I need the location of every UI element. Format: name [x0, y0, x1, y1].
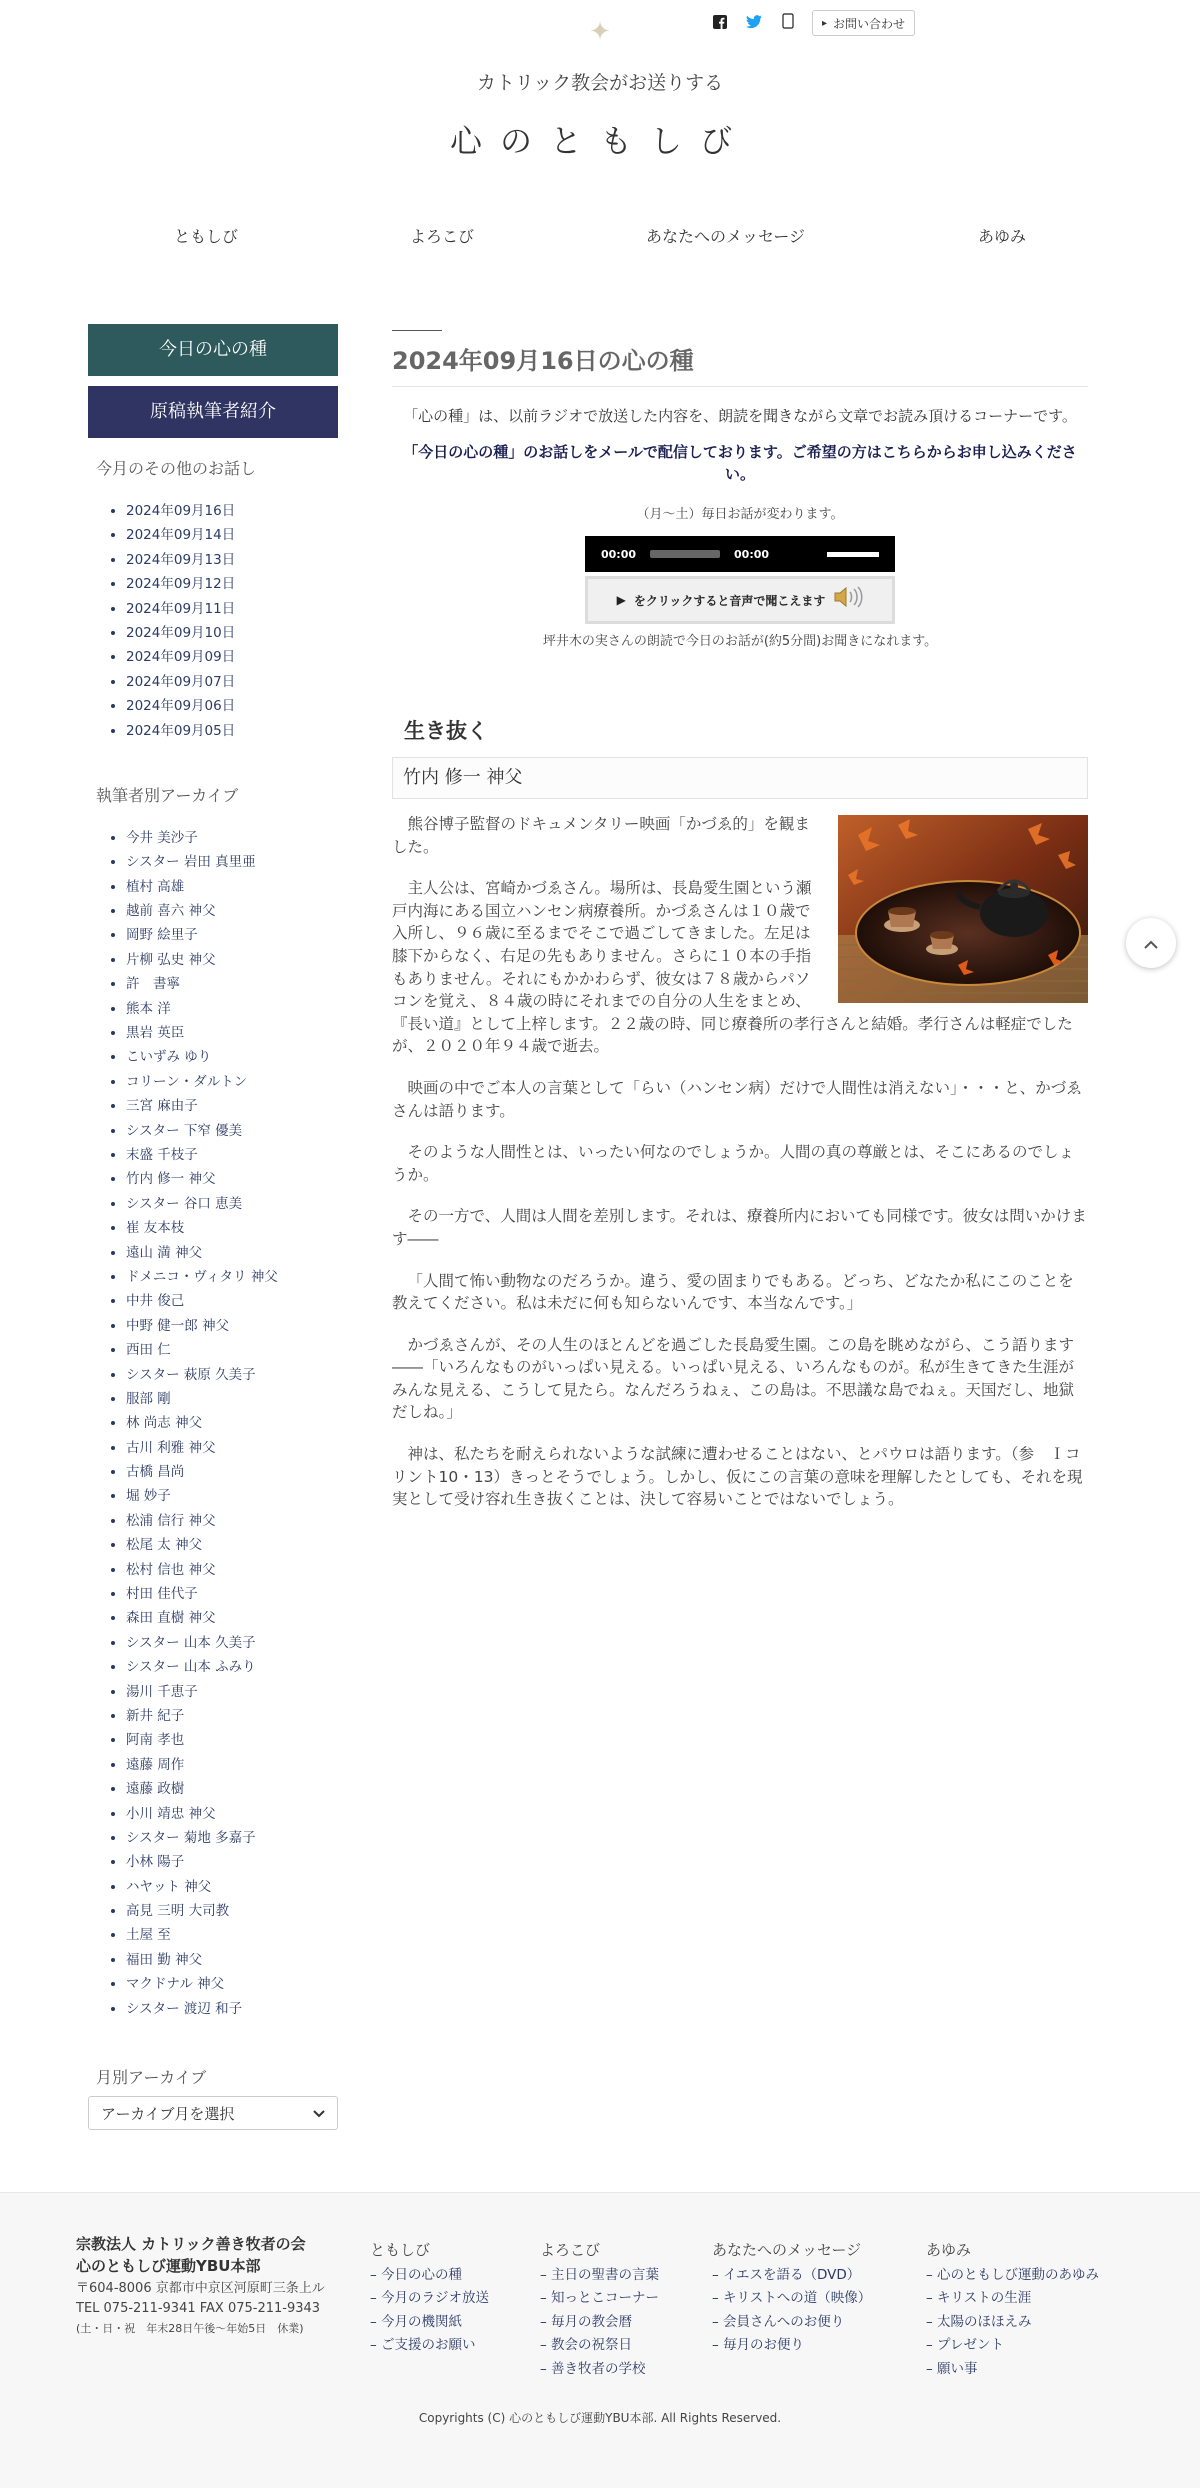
paragraph: 熊谷博子監督のドキュメンタリー映画「かづゑ的」を観ました。 [392, 815, 810, 856]
dash-marker: – [926, 2313, 938, 2330]
footer-link-label: 毎月のお便り [723, 2337, 805, 2354]
footer-link-label: 知っとこコーナー [551, 2290, 660, 2307]
footer-link-label: 教会の祝祭日 [551, 2337, 633, 2354]
author-link[interactable]: • ドメニコ・ヴィタリ 神父 [126, 1265, 338, 1289]
monthly-archive-heading: 月別アーカイブ [96, 2068, 207, 2088]
audio-player[interactable] [585, 536, 895, 572]
date-link[interactable]: • 2024年09月09日 [126, 645, 338, 669]
footer-link[interactable] [712, 2264, 871, 2287]
footer-col-ayumi [926, 2239, 1099, 2381]
author-link[interactable]: • 黒岩 英臣 [126, 1021, 338, 1045]
author-link[interactable]: • 古橋 昌尚 [126, 1460, 338, 1484]
org-subname: 心のともしび運動YBU本部 [76, 2257, 261, 2275]
twitter-icon[interactable] [744, 14, 764, 33]
dash-marker: – [370, 2290, 382, 2307]
footer-link[interactable] [926, 2264, 1099, 2287]
dash-marker: – [370, 2313, 382, 2330]
author-link[interactable]: • 松浦 信行 神父 [126, 1509, 338, 1533]
footer-col-heading[interactable]: よろこび [540, 2241, 601, 2259]
footer-link[interactable] [712, 2287, 871, 2310]
footer-org [76, 2233, 366, 2339]
author-link[interactable]: • シスター 菊地 多嘉子 [126, 1826, 338, 1850]
mail-signup-link[interactable]: 「今日の心の種」のお話しをメールで配信しております。ご希望の方はこちらからお申し込みください。 [403, 443, 1077, 483]
author-link[interactable]: • コリーン・ダルトン [126, 1070, 338, 1094]
footer-link[interactable] [540, 2311, 659, 2334]
footer-link[interactable] [370, 2264, 489, 2287]
author-link[interactable]: • 土屋 至 [126, 1923, 338, 1947]
author-link[interactable]: • 遠山 満 神父 [126, 1241, 338, 1265]
dash-marker: – [712, 2313, 724, 2330]
dash-marker: – [926, 2290, 938, 2307]
nav-yorokobi[interactable]: よろこび [410, 227, 475, 246]
dash-marker: – [540, 2267, 552, 2283]
dash-marker: – [926, 2267, 938, 2283]
footer-link[interactable] [712, 2334, 871, 2357]
author-link[interactable]: • 古川 利雅 神父 [126, 1436, 338, 1460]
author-link[interactable]: • 高見 三明 大司教 [126, 1899, 338, 1923]
author-link[interactable]: • 許 書寧 [126, 972, 338, 996]
date-link[interactable]: • 2024年09月06日 [126, 694, 338, 718]
author-link[interactable]: • 林 尚志 神父 [126, 1411, 338, 1435]
footer-col-heading[interactable]: あなたへのメッセージ [712, 2241, 862, 2259]
dash-marker: – [370, 2267, 382, 2283]
player-volume[interactable] [827, 552, 879, 557]
footer-link[interactable] [926, 2358, 1099, 2381]
date-list [126, 499, 338, 743]
author-link[interactable]: • 今井 美沙子 [126, 826, 338, 850]
author-name: 竹内 修一 神父 [392, 757, 1088, 799]
post-title: 2024年09月16日の心の種 [392, 341, 1088, 387]
author-link[interactable]: • 森田 直樹 神父 [126, 1606, 338, 1630]
footer-link-label: 毎月の教会暦 [551, 2313, 633, 2330]
chevron-right-icon: ▸ [822, 17, 828, 29]
date-link[interactable]: • 2024年09月11日 [126, 597, 338, 621]
paragraph: 神は、私たちを耐えられないような試練に遭わせることはない、とパウロは語ります。（参 Ｉコリント10・13）きっとそうでしょう。しかし、仮にこの言葉の意味を理解したとしても、それを現実として受け容れ生き抜くことは、決して容易いことではないでしょう。 [392, 1445, 1083, 1509]
author-link[interactable]: • 松村 信也 神父 [126, 1558, 338, 1582]
author-link[interactable]: • 村田 佳代子 [126, 1582, 338, 1606]
author-link[interactable]: • 中井 俊己 [126, 1289, 338, 1313]
daily-note: （月〜土）毎日お話が変わります。 [636, 507, 844, 522]
section-title: 生き抜く [404, 719, 488, 743]
author-link[interactable]: • マクドナル 神父 [126, 1972, 338, 1996]
author-link[interactable]: • ハヤット 神父 [126, 1875, 338, 1899]
footer-link-label: 太陽のほほえみ [937, 2313, 1032, 2330]
paragraph: 「人間て怖い動物なのだろうか。違う、愛の固まりでもある。どっち、どなたか私にこのことを教えてください。私は未だに何も知らないんです、本当なんです。」 [392, 1271, 1074, 1313]
intro-text: 「心の種」は、以前ラジオで放送した内容を、朗読を聞きながら文章でお読み頂けるコーナーです。 [403, 407, 1077, 425]
star-icon: ✦ [589, 17, 611, 47]
author-link[interactable]: • 熊本 洋 [126, 997, 338, 1021]
dash-marker: – [926, 2360, 938, 2377]
footer-link-label: 今日の心の種 [381, 2267, 463, 2283]
footer-link-label: 今月の機関紙 [381, 2313, 463, 2330]
paragraph: 主人公は、宮崎かづゑさん。場所は、長島愛生園という瀬戸内海にある国立ハンセン病療養所。かづゑさんは１０歳で入所し、９６歳に至るまでそこで過ごしてきました。左足は膝下からなく、右足の先もありません。さらに１０本の手指もありません。それにもかかわらず、彼女は７８歳からパソコンを覚え、８４歳の時にそれまでの自分の人生をまとめ、『長い道』として上梓します。２２歳の時、同じ療養所の孝行さんと結婚。孝行さんは軽症でしたが、２０２０年９４歳で逝去。 [392, 879, 1073, 1056]
title-rule [392, 330, 442, 331]
speaker-icon [833, 586, 863, 614]
dash-marker: – [540, 2360, 552, 2377]
dash-marker: – [370, 2337, 382, 2354]
author-link[interactable]: • 福田 勤 神父 [126, 1948, 338, 1972]
footer [0, 2192, 1200, 2488]
author-link[interactable]: • 小林 陽子 [126, 1850, 338, 1874]
footer-link-label: ご支援のお願い [381, 2337, 476, 2354]
dash-marker: – [712, 2267, 724, 2283]
footer-link-label: キリストへの道（映像） [723, 2290, 872, 2307]
footer-col-heading[interactable]: ともしび [370, 2241, 431, 2259]
chevron-down-icon [313, 2104, 325, 2122]
author-link[interactable]: • 竹内 修一 神父 [126, 1167, 338, 1191]
footer-col-message [712, 2239, 871, 2358]
dash-marker: – [926, 2337, 938, 2354]
paragraph: そのような人間性とは、いったい何なのでしょうか。人間の真の尊厳とは、そこにあるのでしょうか。 [392, 1143, 1075, 1184]
play-audio-button[interactable] [585, 576, 895, 624]
author-link[interactable]: • 三宮 麻由子 [126, 1094, 338, 1118]
dash-marker: – [712, 2290, 724, 2307]
nav-tomoshibi[interactable]: ともしび [174, 227, 239, 246]
footer-link-label: 願い事 [937, 2360, 978, 2377]
dash-marker: – [540, 2290, 552, 2307]
player-progress[interactable] [650, 550, 720, 558]
footer-link[interactable] [540, 2334, 659, 2357]
footer-link[interactable] [926, 2287, 1099, 2310]
footer-link-label: 善き牧者の学校 [551, 2360, 646, 2377]
tea-set-photo [838, 815, 1088, 1003]
footer-link[interactable] [370, 2311, 489, 2334]
site-title[interactable]: 心のともしび [449, 122, 750, 160]
play-icon: ▶ [616, 593, 626, 607]
social-links [710, 10, 915, 36]
instagram-icon[interactable] [778, 13, 798, 33]
dash-marker: – [540, 2313, 552, 2330]
author-link[interactable]: • シスター 岩田 真里亜 [126, 850, 338, 874]
footer-col-tomoshibi [370, 2239, 489, 2358]
global-nav [0, 224, 1200, 250]
reader-note: 坪井木の実さんの朗読で今日のお話が(約5分間)お聞きになれます。 [542, 634, 938, 649]
date-link[interactable]: • 2024年09月14日 [126, 523, 338, 547]
footer-link[interactable] [712, 2311, 871, 2334]
paragraph: かづゑさんが、その人生のほとんどを過ごした長島愛生園。この島を眺めながら、こう語ります――「いろんなものがいっぱい見える。いっぱい見える、いろんなものが。私が生きてきた生涯がみんな見える、こうして見たら。なんだろうねぇ、この島は。不思議な島でねぇ。天国だし、地獄だしね。」 [392, 1335, 1075, 1422]
author-link[interactable]: • 堀 妙子 [126, 1484, 338, 1508]
facebook-icon[interactable] [710, 14, 730, 33]
footer-col-yorokobi [540, 2239, 659, 2381]
author-link[interactable]: • 崔 友本枝 [126, 1216, 338, 1240]
footer-link[interactable] [926, 2334, 1099, 2357]
org-name: 宗教法人 カトリック善き牧者の会 [76, 2235, 306, 2253]
contact-label: お問い合わせ [833, 16, 906, 31]
author-link[interactable]: • シスター 萩原 久美子 [126, 1363, 338, 1387]
monthly-archive-select[interactable] [88, 2096, 338, 2130]
copyright: Copyrights (C) 心のともしび運動YBU本部. All Rights Reserved. [418, 2411, 782, 2425]
author-link[interactable]: • シスター 山本 久美子 [126, 1631, 338, 1655]
author-link[interactable]: • シスター 山本 ふみり [126, 1655, 338, 1679]
author-link[interactable]: • 植村 高雄 [126, 875, 338, 899]
back-to-top-button[interactable] [1126, 918, 1176, 968]
arrow-up-icon [1144, 931, 1158, 955]
footer-link[interactable] [540, 2287, 659, 2310]
author-archive-heading: 執筆者別アーカイブ [96, 785, 239, 805]
author-list [126, 826, 338, 2021]
footer-link[interactable] [370, 2287, 489, 2310]
author-link[interactable]: • 片柳 弘史 神父 [126, 948, 338, 972]
other-stories-heading: 今月のその他のお話し [96, 459, 257, 478]
date-link[interactable]: • 2024年09月13日 [126, 548, 338, 572]
author-link[interactable]: • 新井 紀子 [126, 1704, 338, 1728]
footer-col-heading[interactable]: あゆみ [926, 2241, 972, 2259]
author-link[interactable]: • 遠藤 政樹 [126, 1777, 338, 1801]
article-body [392, 813, 1088, 1511]
author-link[interactable]: • 中野 健一郎 神父 [126, 1314, 338, 1338]
author-link[interactable]: • 湯川 千恵子 [126, 1680, 338, 1704]
footer-link-label: 心のともしび運動のあゆみ [937, 2267, 1100, 2283]
authors-intro-button[interactable]: 原稿執筆者紹介 [88, 386, 338, 438]
author-link[interactable]: • 末盛 千枝子 [126, 1143, 338, 1167]
sidebar [88, 324, 338, 2130]
dash-marker: – [712, 2337, 724, 2354]
contact-button[interactable] [812, 10, 915, 36]
author-link[interactable]: • シスター 下窄 優美 [126, 1119, 338, 1143]
author-link[interactable]: • 松尾 太 神父 [126, 1533, 338, 1557]
footer-link[interactable] [540, 2264, 659, 2287]
author-link[interactable]: • シスター 渡辺 和子 [126, 1997, 338, 2021]
monthly-select-value: アーカイブ月を選択 [101, 2104, 235, 2123]
player-current-time: 00:00 [601, 547, 637, 561]
footer-link-label: イエスを語る（DVD） [723, 2267, 861, 2283]
footer-link-label: 今月のラジオ放送 [381, 2290, 490, 2307]
date-link[interactable]: • 2024年09月16日 [126, 499, 338, 523]
date-link[interactable]: • 2024年09月12日 [126, 572, 338, 596]
today-seed-button[interactable]: 今日の心の種 [88, 324, 338, 376]
author-link[interactable]: • 西田 仁 [126, 1338, 338, 1362]
footer-link-label: 会員さんへのお便り [723, 2313, 845, 2330]
play-audio-label: をクリックすると音声で聞こえます [633, 593, 826, 608]
org-address: 〒604-8006 京都市中京区河原町三条上ル [76, 2281, 325, 2296]
main-content [392, 330, 1088, 1530]
date-link[interactable]: • 2024年09月10日 [126, 621, 338, 645]
author-link[interactable]: • 遠藤 周作 [126, 1753, 338, 1777]
footer-link-label: 主日の聖書の言葉 [551, 2267, 660, 2283]
paragraph: 映画の中でご本人の言葉として「らい（ハンセン病）だけで人間性は消えない」・・・と、かづゑさんは語ります。 [392, 1078, 1082, 1120]
footer-link-label: キリストの生涯 [937, 2290, 1032, 2307]
author-link[interactable]: • 岡野 絵里子 [126, 923, 338, 947]
footer-link-label: プレゼント [937, 2337, 1005, 2354]
player-duration: 00:00 [734, 547, 770, 561]
org-tel: TEL 075-211-9341 FAX 075-211-9343 [76, 2301, 321, 2316]
author-link[interactable]: • シスター 谷口 恵美 [126, 1192, 338, 1216]
date-link[interactable]: • 2024年09月07日 [126, 670, 338, 694]
site-subtitle: カトリック教会がお送りする [476, 72, 724, 94]
author-link[interactable]: • こいずみ ゆり [126, 1045, 338, 1069]
footer-link[interactable] [926, 2311, 1099, 2334]
org-holiday: (土・日・祝 年末28日午後〜年始5日 休業) [76, 2322, 304, 2335]
dash-marker: – [540, 2337, 552, 2354]
footer-link[interactable] [540, 2358, 659, 2381]
author-link[interactable]: • 阿南 孝也 [126, 1728, 338, 1752]
author-link[interactable]: • 越前 喜六 神父 [126, 899, 338, 923]
author-link[interactable]: • 小川 靖忠 神父 [126, 1802, 338, 1826]
footer-link[interactable] [370, 2334, 489, 2357]
paragraph: その一方で、人間は人間を差別します。それは、療養所内においても同様です。彼女は問いかけます―― [392, 1207, 1087, 1248]
nav-ayumi[interactable]: あゆみ [978, 227, 1027, 246]
author-link[interactable]: • 服部 剛 [126, 1387, 338, 1411]
date-link[interactable]: • 2024年09月05日 [126, 719, 338, 743]
nav-message[interactable]: あなたへのメッセージ [646, 227, 806, 246]
